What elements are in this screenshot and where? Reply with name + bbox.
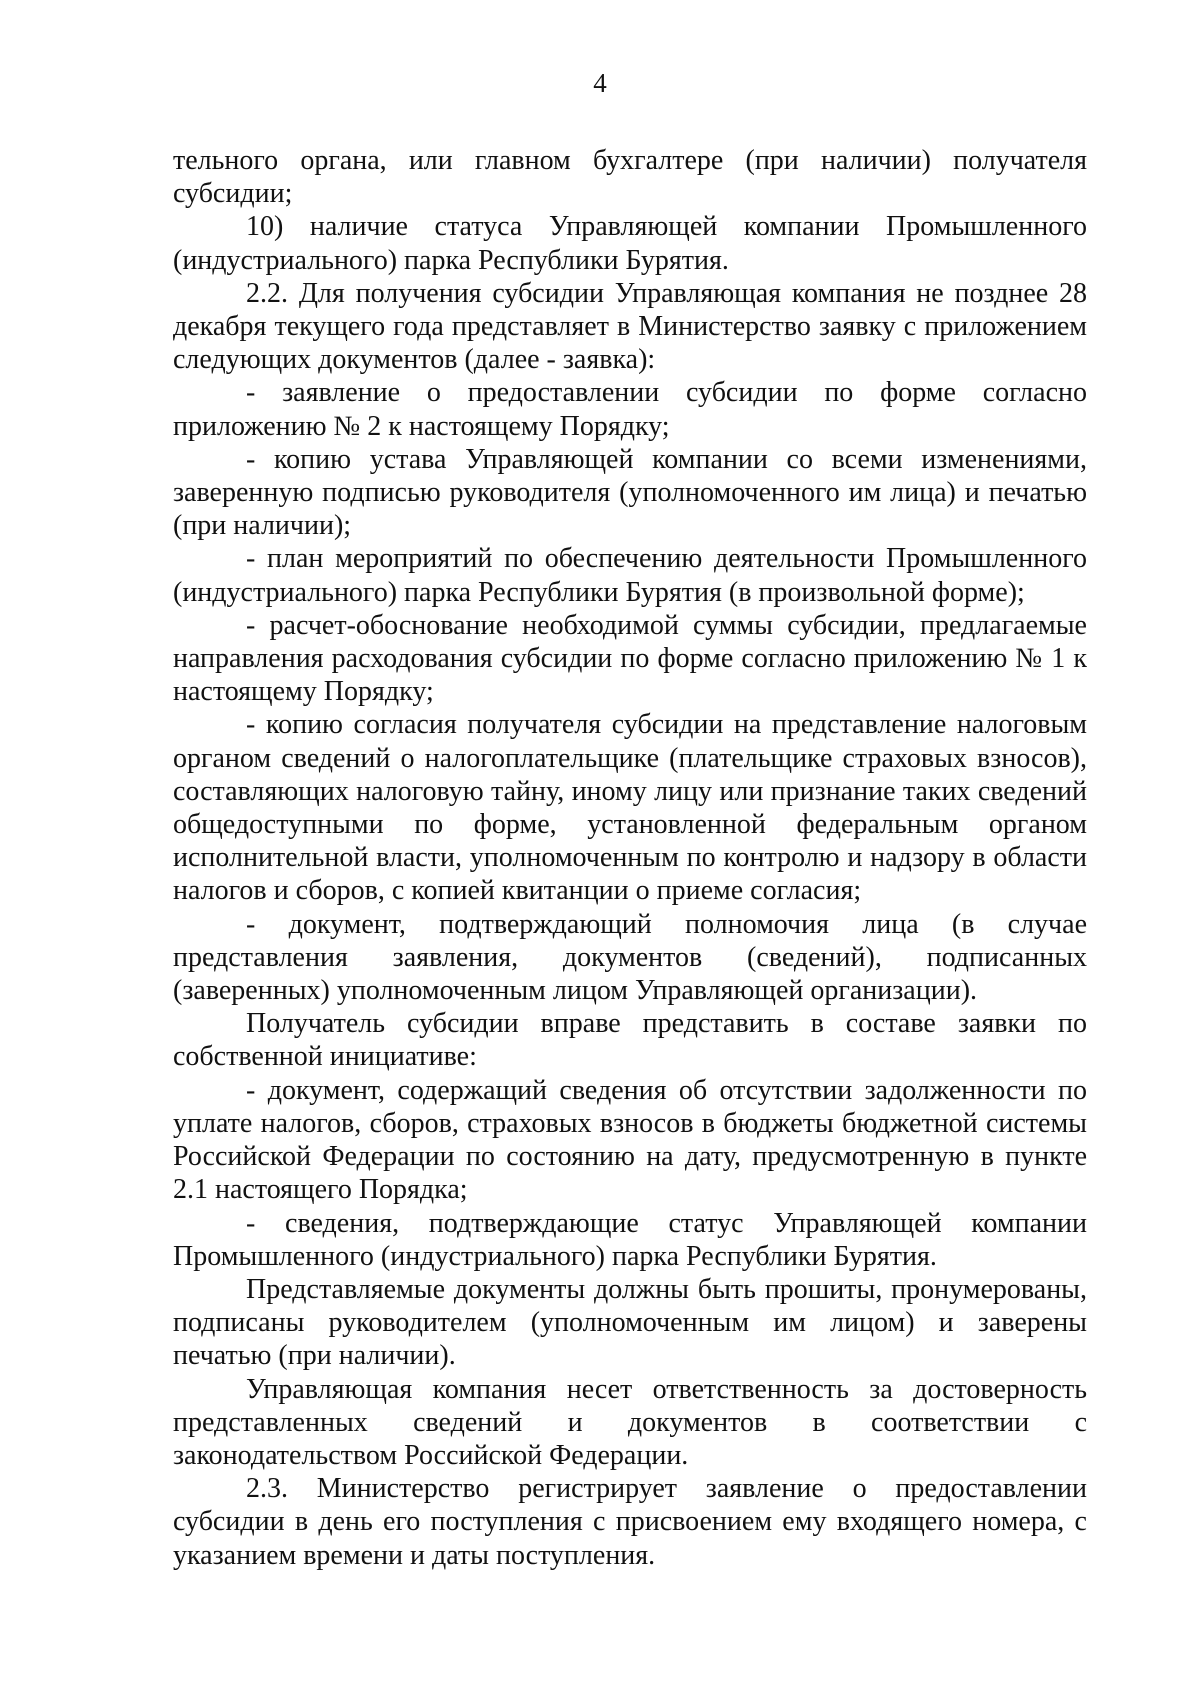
list-item: - копию устава Управляющей компании со всеми изменениями, заверенную подписью руководителя (уполномоченного им лица) и печатью (при наличии); <box>173 443 1087 542</box>
paragraph: 2.3. Министерство регистрирует заявление о предоставлении субсидии в день его поступления с присвоением ему входящего номера, с указанием времени и даты поступления. <box>173 1473 1087 1571</box>
paragraph: Получатель субсидии вправе представить в составе заявки по собственной инициативе: <box>173 1008 1087 1073</box>
document-body <box>173 144 1087 1572</box>
list-item: - заявление о предоставлении субсидии по форме согласно приложению № 2 к настоящему Порядку; <box>173 377 1087 442</box>
paragraph: Управляющая компания несет ответственность за достоверность представленных сведений и документов в соответствии с законодательством Российской Федерации. <box>173 1373 1087 1471</box>
list-item: - расчет-обоснование необходимой суммы субсидии, предлагаемые направления расходования субсидии по форме согласно приложению № 1 к настоящему Порядку; <box>173 609 1087 708</box>
paragraph: тельного органа, или главном бухгалтере (при наличии) получателя субсидии; <box>173 145 1087 210</box>
list-item: - документ, содержащий сведения об отсутствии задолженности по уплате налогов, сборов, страховых взносов в бюджеты бюджетной системы Российской Федерации по состоянию на дату, предусмотренную в пункте 2.1 настоящего Порядка; <box>173 1074 1087 1206</box>
page-number: 4 <box>593 68 607 98</box>
paragraph: 10) наличие статуса Управляющей компании Промышленного (индустриального) парка Республики Бурятия. <box>173 211 1087 276</box>
paragraph: Представляемые документы должны быть прошиты, пронумерованы, подписаны руководителем (уполномоченным им лицом) и заверены печатью (при наличии). <box>173 1273 1087 1372</box>
list-item: - документ, подтверждающий полномочия лица (в случае представления заявления, документов (сведений), подписанных (заверенных) уполномоченным лицом Управляющей организации). <box>173 908 1087 1007</box>
paragraph: 2.2. Для получения субсидии Управляющая компания не позднее 28 декабря текущего года представляет в Министерство заявку с приложением следующих документов (далее - заявка): <box>173 277 1087 376</box>
list-item: - копию согласия получателя субсидии на представление налоговым органом сведений о налогоплательщике (плательщике страховых взносов), составляющих налоговую тайну, иному лицу или признание таких сведений общедоступными по форме, установленной федеральным органом исполнительной власти, уполномоченным по контролю и надзору в области налогов и сборов, с копией квитанции о приеме согласия; <box>173 709 1087 907</box>
list-item: - план мероприятий по обеспечению деятельности Промышленного (индустриального) парка Республики Бурятия (в произвольной форме); <box>173 543 1087 608</box>
list-item: - сведения, подтверждающие статус Управляющей компании Промышленного (индустриального) парка Республики Бурятия. <box>173 1207 1087 1272</box>
